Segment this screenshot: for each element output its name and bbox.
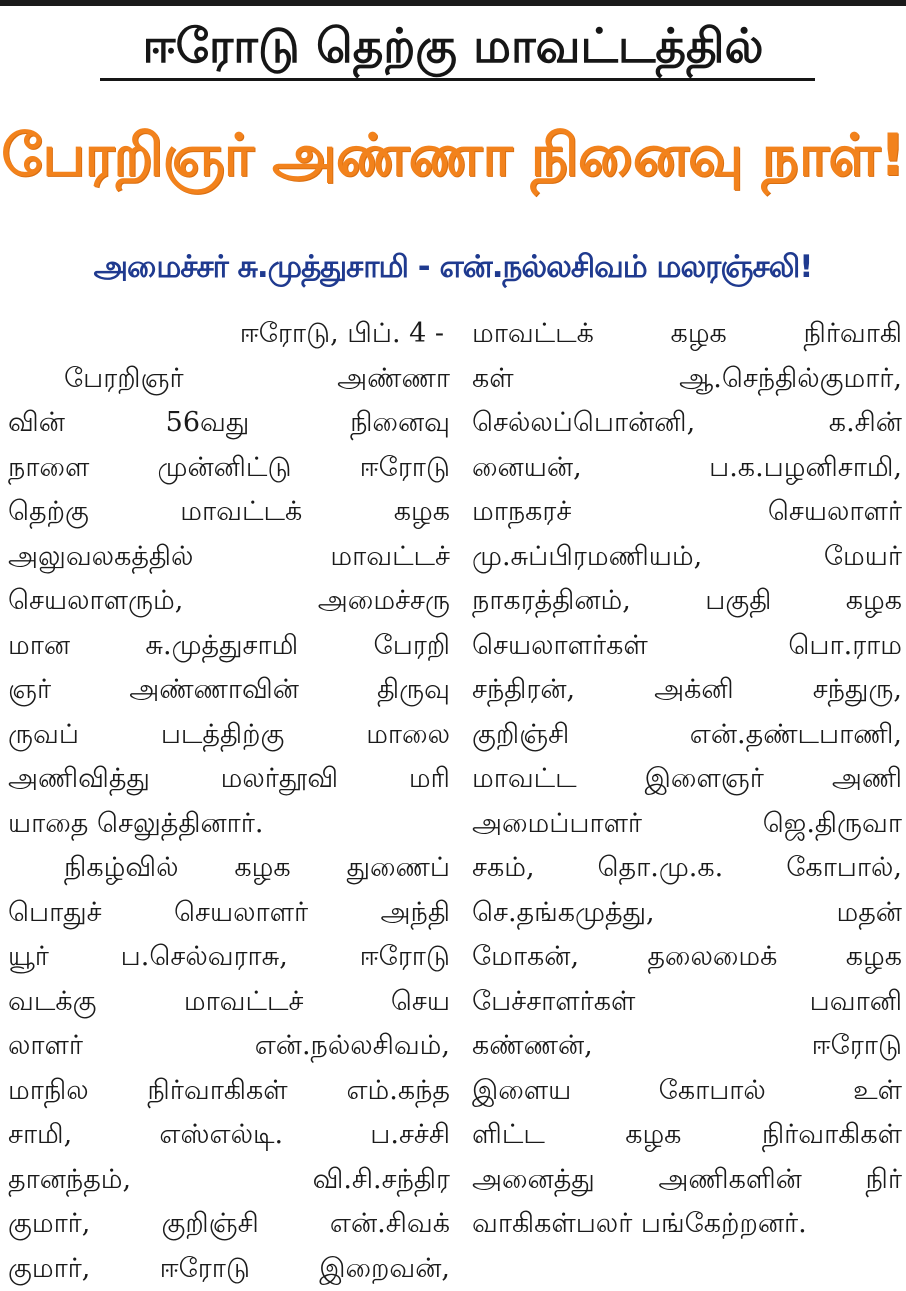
body-line: வடக்கு மாவட்டச் செய <box>8 980 450 1025</box>
body-line: தெற்கு மாவட்டக் கழக <box>8 490 450 535</box>
body-line: மாவட்டக் கழக நிர்வாகி <box>472 312 902 357</box>
body-line: மாநில நிர்வாகிகள் எம்.கந்த <box>8 1069 450 1114</box>
body-line: சகம், தொ.மு.க. கோபால், <box>472 846 902 891</box>
body-line: லாளர் என்.நல்லசிவம், <box>8 1024 450 1069</box>
body-line: சந்திரன், அக்னி சந்துரு, <box>472 668 902 713</box>
body-line: செ.தங்கமுத்து, மதன் <box>472 891 902 936</box>
body-line: மு.சுப்பிரமணியம், மேயர் <box>472 535 902 580</box>
body-line: அமைப்பாளர் ஜெ.திருவா <box>472 802 902 847</box>
body-line: சாமி, எஸ்எல்டி. ப.சச்சி <box>8 1113 450 1158</box>
body-line: பேச்சாளர்கள் பவானி <box>472 980 902 1025</box>
body-line: குமார், ஈரோடு இறைவன், <box>8 1247 450 1291</box>
body-line: ஞர் அண்ணாவின் திருவு <box>8 668 450 713</box>
body-line: வாகிகள்பலர் பங்கேற்றனர். <box>472 1202 902 1247</box>
body-line: மாவட்ட இளைஞர் அணி <box>472 757 902 802</box>
body-line: வின் 56வது நினைவு <box>8 401 450 446</box>
body-line: அணிவித்து மலர்தூவி மரி <box>8 757 450 802</box>
body-line: ளிட்ட கழக நிர்வாகிகள் <box>472 1113 902 1158</box>
body-line: யாதை செலுத்தினார். <box>8 802 450 847</box>
body-line: குறிஞ்சி என்.தண்டபாணி, <box>472 713 902 758</box>
kicker-heading: ஈரோடு தெற்கு மாவட்டத்தில் <box>0 12 906 82</box>
article-column-right <box>472 312 902 1230</box>
body-line: பேரறிஞர் அண்ணா <box>8 357 450 402</box>
dateline: ஈரோடு, பிப். 4 - <box>8 312 450 357</box>
body-line: மான சு.முத்துசாமி பேரறி <box>8 624 450 669</box>
body-line: கள் ஆ.செந்தில்குமார், <box>472 357 902 402</box>
body-line: மோகன், தலைமைக் கழக <box>472 935 902 980</box>
top-border-rule <box>0 0 906 6</box>
body-line: நாகரத்தினம், பகுதி கழக <box>472 579 902 624</box>
body-line: அனைத்து அணிகளின் நிர் <box>472 1158 902 1203</box>
body-line: பொதுச் செயலாளர் அந்தி <box>8 891 450 936</box>
article-column-left <box>8 312 450 1230</box>
subheadline: அமைச்சர் சு.முத்துசாமி - என்.நல்லசிவம் மலரஞ்சலி! <box>0 232 906 302</box>
body-line: ருவப் படத்திற்கு மாலை <box>8 713 450 758</box>
kicker-underline <box>100 78 815 81</box>
body-line: செல்லப்பொன்னி, க.சின் <box>472 401 902 446</box>
body-line: மாநகரச் செயலாளர் <box>472 490 902 535</box>
body-line: கண்ணன், ஈரோடு <box>472 1024 902 1069</box>
body-line: நாளை முன்னிட்டு ஈரோடு <box>8 446 450 491</box>
body-line: செயலாளர்கள் பொ.ராம <box>472 624 902 669</box>
body-line: குமார், குறிஞ்சி என்.சிவக் <box>8 1202 450 1247</box>
body-line: இளைய கோபால் உள் <box>472 1069 902 1114</box>
body-line: நிகழ்வில் கழக துணைப் <box>8 846 450 891</box>
headline: பேரறிஞர் அண்ணா நினைவு நாள்! <box>0 95 906 215</box>
body-line: தானந்தம், வி.சி.சந்திர <box>8 1158 450 1203</box>
body-line: செயலாளரும், அமைச்சரு <box>8 579 450 624</box>
body-line: அலுவலகத்தில் மாவட்டச் <box>8 535 450 580</box>
body-line: யூர் ப.செல்வராசு, ஈரோடு <box>8 935 450 980</box>
body-line: னையன், ப.க.பழனிசாமி, <box>472 446 902 491</box>
